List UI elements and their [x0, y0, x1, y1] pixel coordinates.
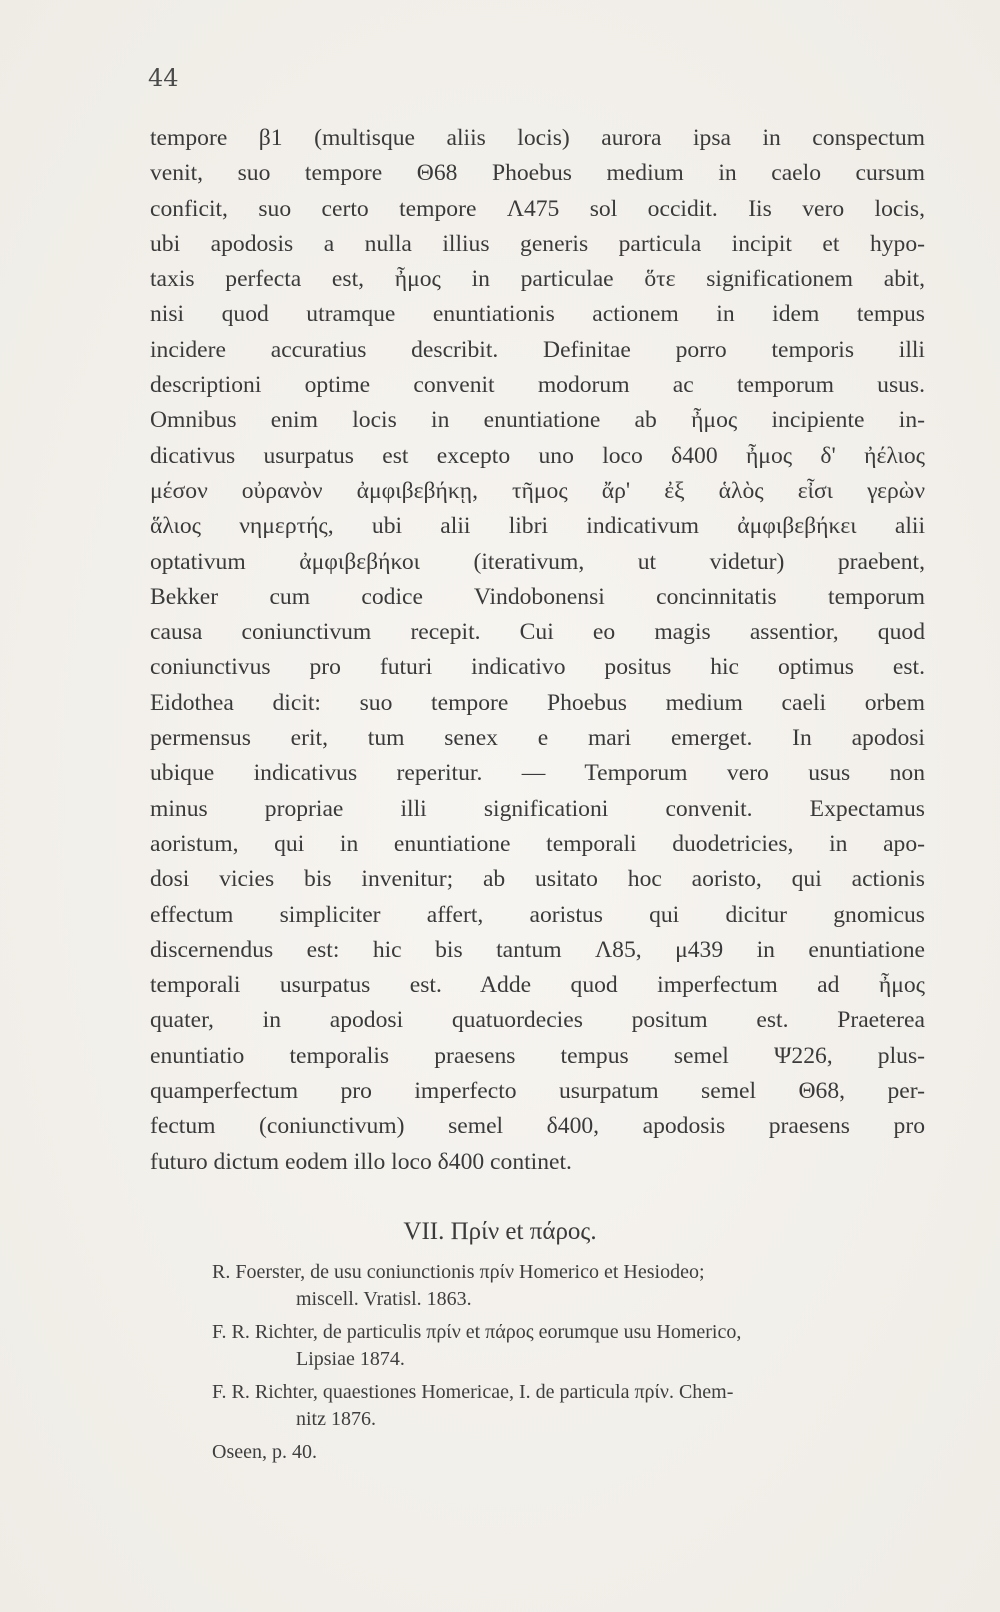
body-line: conficit, suo certo tempore Λ475 sol occidit. Iis vero locis,: [150, 195, 925, 222]
body-line: tempore β1 (multisque aliis locis) aurora ipsa in conspectum: [150, 125, 925, 151]
body-line: dosi vicies bis invenitur; ab usitato hoc aoristo, qui actionis: [150, 866, 925, 893]
reference-line: R. Foerster, de usu coniunctionis πρίν Homerico et Hesiodeo;: [212, 1261, 705, 1283]
reference-item: [212, 1318, 932, 1372]
reference-line: miscell. Vratisl. 1863.: [296, 1288, 472, 1310]
reference-line: nitz 1876.: [296, 1408, 376, 1430]
body-line: aoristum, qui in enuntiatione temporali duodetricies, in apo-: [150, 830, 925, 857]
reference-list: [212, 1258, 932, 1472]
body-line: incidere accuratius describit. Definitae porro temporis illi: [150, 336, 925, 363]
reference-line: Oseen, p. 40.: [212, 1441, 317, 1463]
body-line: taxis perfecta est, ἦμος in particulae ὅτε significationem abit,: [150, 266, 925, 293]
reference-item: [212, 1258, 932, 1312]
body-line: coniunctivus pro futuri indicativo positus hic optimus est.: [150, 654, 925, 681]
section-heading: VII. Πρίν et πάρος.: [403, 1218, 597, 1245]
body-line: μέσον οὐρανὸν ἀμφιβεβήκῃ, τῆμος ἄρ' ἐξ ἁλὸς εἶσι γερὼν: [150, 477, 925, 504]
body-line: discernendus est: hic bis tantum Λ85, μ439 in enuntiatione: [150, 936, 925, 963]
body-line: ubi apodosis a nulla illius generis particula incipit et hypo-: [150, 230, 925, 257]
body-line: minus propriae illi significationi convenit. Expectamus: [150, 795, 925, 822]
body-text: [150, 121, 925, 1180]
body-line: Bekker cum codice Vindobonensi concinnitatis temporum: [150, 583, 925, 610]
reference-item: [212, 1438, 932, 1466]
body-line: nisi quod utramque enuntiationis actionem in idem tempus: [150, 301, 925, 328]
reference-line: Lipsiae 1874.: [296, 1348, 405, 1370]
body-line: Eidothea dicit: suo tempore Phoebus medium caeli orbem: [150, 689, 925, 716]
body-line: quater, in apodosi quatuordecies positum est. Praeterea: [150, 1007, 925, 1034]
body-line: dicativus usurpatus est excepto uno loco δ400 ἦμος δ' ἠέλιος: [150, 442, 925, 469]
page-number: 44: [148, 64, 179, 92]
body-line: Omnibus enim locis in enuntiatione ab ἦμος incipiente in-: [150, 407, 925, 434]
body-line: ἅλιος νημερτής, ubi alii libri indicativum ἀμφιβεβήκει alii: [150, 513, 925, 540]
body-line: ubique indicativus reperitur. — Temporum vero usus non: [150, 760, 925, 787]
body-line: permensus erit, tum senex e mari emerget. In apodosi: [150, 725, 925, 752]
body-line: quamperfectum pro imperfecto usurpatum semel Θ68, per-: [150, 1078, 925, 1105]
body-line: optativum ἀμφιβεβήκοι (iterativum, ut videtur) praebent,: [150, 548, 925, 575]
body-line: descriptioni optime convenit modorum ac temporum usus.: [150, 372, 925, 399]
reference-item: [212, 1378, 932, 1432]
body-line: futuro dictum eodem illo loco δ400 continet.: [150, 1148, 572, 1175]
body-line: temporali usurpatus est. Adde quod imperfectum ad ἦμος: [150, 972, 925, 999]
body-line: causa coniunctivum recepit. Cui eo magis assentior, quod: [150, 619, 925, 646]
body-line: enuntiatio temporalis praesens tempus semel Ψ226, plus-: [150, 1042, 925, 1069]
reference-line: F. R. Richter, quaestiones Homericae, I. de particula πρίν. Chem-: [212, 1381, 734, 1403]
body-line: venit, suo tempore Θ68 Phoebus medium in caelo cursum: [150, 160, 925, 187]
reference-line: F. R. Richter, de particulis πρίν et πάρος eorumque usu Homerico,: [212, 1321, 742, 1343]
body-line: effectum simpliciter affert, aoristus qui dicitur gnomicus: [150, 901, 925, 928]
body-line: fectum (coniunctivum) semel δ400, apodosis praesens pro: [150, 1113, 925, 1140]
